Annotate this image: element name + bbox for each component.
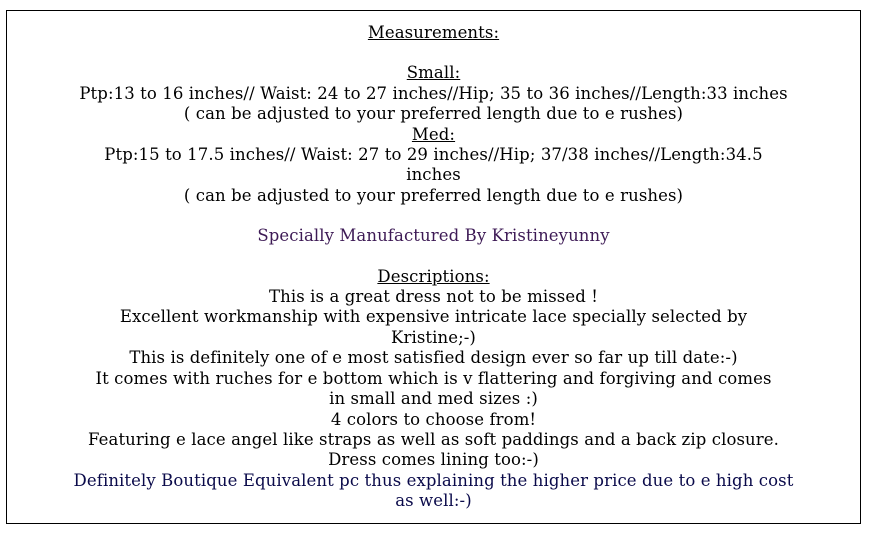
med-measurements: Ptp:15 to 17.5 inches// Waist: 27 to 29 inches//Hip; 37/38 inches//Length:34.5 (104, 145, 763, 165)
description-line: Excellent workmanship with expensive intricate lace specially selected by (119, 307, 748, 327)
med-size-label: Med: (411, 124, 456, 144)
closing-line-cont: as well:-) (395, 491, 472, 511)
brand-line: Specially Manufactured By Kristineyunny (257, 226, 610, 246)
description-line: in small and med sizes :) (329, 389, 538, 409)
descriptions-heading: Descriptions: (377, 266, 490, 286)
spacer (7, 206, 860, 226)
closing-line: Definitely Boutique Equivalent pc thus explaining the higher price due to e high cost (73, 470, 794, 490)
small-adjust-note: ( can be adjusted to your preferred length due to e rushes) (183, 104, 684, 124)
description-line: 4 colors to choose from! (330, 409, 537, 429)
med-measurements-cont: inches (406, 165, 461, 185)
description-content (7, 23, 860, 512)
small-measurements: Ptp:13 to 16 inches// Waist: 24 to 27 inches//Hip; 35 to 36 inches//Length:33 inches (79, 83, 788, 103)
small-size-label: Small: (406, 63, 461, 83)
description-line: This is definitely one of e most satisfied design ever so far up till date:-) (129, 348, 738, 368)
description-line: Dress comes lining too:-) (328, 450, 539, 470)
description-line: Featuring e lace angel like straps as well as soft paddings and a back zip closure. (88, 429, 779, 449)
med-adjust-note: ( can be adjusted to your preferred length due to e rushes) (183, 185, 684, 205)
spacer (7, 43, 860, 63)
spacer (7, 247, 860, 267)
description-line: This is a great dress not to be missed ! (269, 287, 598, 307)
description-box (6, 10, 861, 524)
measurements-heading: Measurements: (367, 23, 500, 42)
description-line: Kristine;-) (391, 327, 476, 347)
description-line: It comes with ruches for e bottom which is v flattering and forgiving and comes (95, 368, 772, 388)
